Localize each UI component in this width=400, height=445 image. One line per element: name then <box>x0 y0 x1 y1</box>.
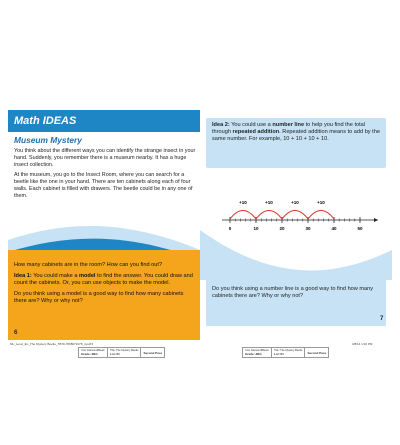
jump-label: +10 <box>291 200 299 205</box>
section-title: Museum Mystery <box>14 135 82 145</box>
slug-right <box>242 347 329 358</box>
slug-right-pass: Second Pass <box>307 350 327 355</box>
slug-left-lot: Lot: 61 <box>109 352 120 356</box>
idea-1 <box>14 273 194 287</box>
tick-label: 30 <box>305 226 311 231</box>
question-1: How many cabinets are in the room? How can you find out? <box>14 262 163 268</box>
idea-2-keyword-2: repeated addition <box>232 129 280 135</box>
jump-label: +10 <box>265 200 273 205</box>
page-number-left: 6 <box>14 330 18 336</box>
idea-2-keyword-1: number line <box>272 122 305 128</box>
slug-right-lot: Lot: 61 <box>273 352 284 356</box>
slug-left-grade: Grade: 3BG <box>81 352 98 356</box>
slug-left-unit: Unit: Diamond/Beam <box>81 349 105 352</box>
idea-2-text-c: . Repeated addition means to add by the same number. For example, 10 + 10 + 10 + 10. <box>212 129 380 142</box>
tick-label: 10 <box>253 226 259 231</box>
tick-label: 0 <box>228 226 232 231</box>
page-number-right: 7 <box>380 316 384 322</box>
slug-left-title: Title: The Mystery Beetle <box>109 349 139 352</box>
tick-label: 20 <box>279 226 285 231</box>
left-questions <box>14 262 194 305</box>
idea-1-text: You could make a <box>33 273 78 279</box>
wave-decoration-right <box>200 210 392 280</box>
idea-2-text-a: You could use a <box>231 122 271 128</box>
idea-2-text-b: to help you find the total through <box>212 122 366 135</box>
question-3: Do you think using a number line is a good way to find how many cabinets there are? Why or why not? <box>212 286 374 299</box>
tick-label: 40 <box>331 226 337 231</box>
left-text <box>14 136 196 204</box>
idea-1-keyword: model <box>79 273 96 279</box>
idea-1-label: Idea 1: <box>14 273 32 279</box>
idea-2 <box>212 122 380 143</box>
paragraph-2: At the museum, you go to the Insect Room, where you can search for a beetle like the one in your hand. There are ten cabinets along each of four walls. Each cabinet is filled with drawers. The beetle could be in any one of them. <box>14 172 193 199</box>
slug-right-unit: Unit: Diamond/Beam <box>245 349 269 352</box>
slug-left-pass: Second Pass <box>143 350 163 355</box>
tick-label: 50 <box>357 226 363 231</box>
paragraph-1: You think about the different ways you can identify the strange insect in your hand. Suddenly, you remember there is a museum nearby. It has a huge insect collection. <box>14 148 196 168</box>
question-2: Do you think using a model is a good way to find how many cabinets there are? Why or why not? <box>14 291 184 304</box>
slug-right-title: Title: The Mystery Beetle <box>273 349 303 352</box>
slug-right-grade: Grade: 3BG <box>245 352 262 356</box>
file-info-left: ML_Level_EL_The Mystery Beetle_TB79-7808079178_4.pdf 6 <box>10 342 94 346</box>
jump-label: +10 <box>317 200 325 205</box>
slug-left <box>78 347 165 358</box>
math-ideas-logo: Math IDEAS <box>14 115 77 127</box>
jump-label: +10 <box>239 200 247 205</box>
file-info-right: 3/8/14 1:30 PM <box>352 342 373 346</box>
idea-2-label: Idea 2: <box>212 122 230 128</box>
idea-1-rest: to find the answer. You could draw and count the cabinets. Or, you can use objects to make the model. <box>14 273 193 286</box>
